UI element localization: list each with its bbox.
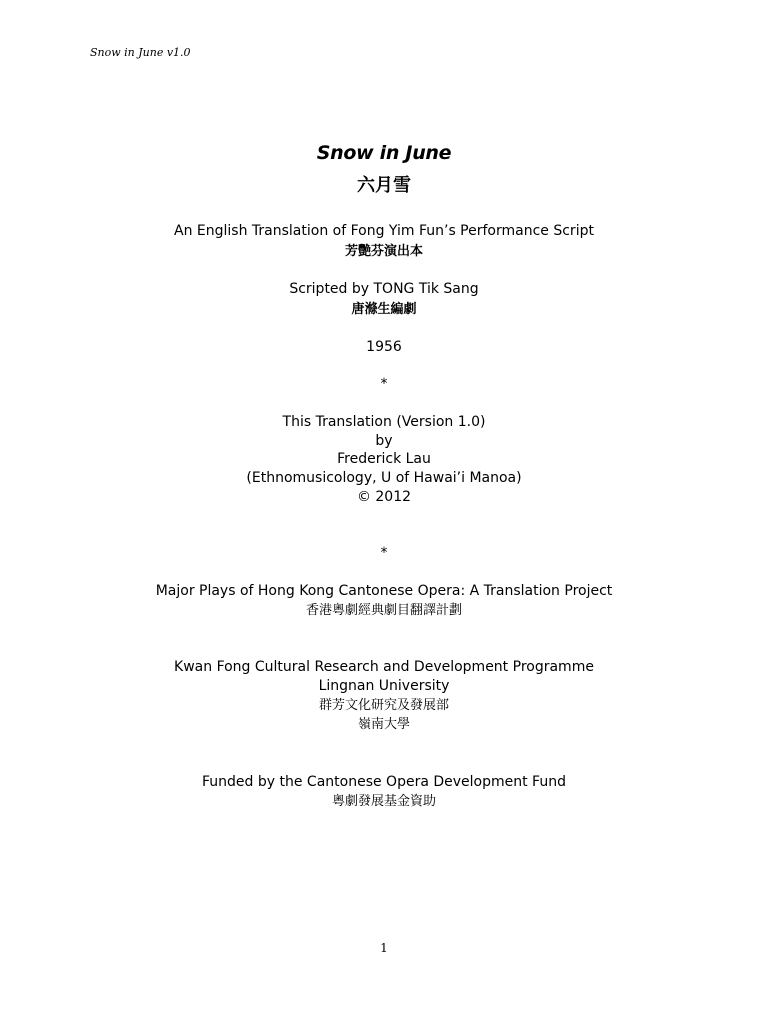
scripted-by: Scripted by TONG Tik Sang: [289, 281, 479, 297]
translation-by: by: [375, 433, 393, 449]
year: 1956: [366, 339, 402, 355]
funding-statement: Funded by the Cantonese Opera Development Fund: [202, 774, 566, 790]
translator-affiliation: (Ethnomusicology, U of Hawai’i Manoa): [246, 470, 522, 486]
project-title: Major Plays of Hong Kong Cantonese Opera: A Translation Project: [155, 583, 613, 599]
page-number: 1: [380, 941, 388, 955]
university-name: Lingnan University: [318, 678, 450, 694]
copyright: © 2012: [356, 489, 412, 505]
subtitle-chinese: 芳艷芬演出本: [344, 244, 423, 259]
programme-name-chinese: 群芳文化研究及發展部: [318, 698, 449, 713]
subtitle: An English Translation of Fong Yim Fun’s Performance Script: [174, 223, 594, 239]
programme-name: Kwan Fong Cultural Research and Development Programme: [174, 659, 594, 675]
translator-name: Frederick Lau: [337, 451, 431, 467]
translation-version: This Translation (Version 1.0): [282, 414, 486, 430]
scripted-by-chinese: 唐滌生編劇: [351, 302, 417, 317]
university-name-chinese: 嶺南大學: [357, 717, 410, 732]
separator-1: *: [380, 376, 388, 392]
separator-2: *: [380, 545, 388, 561]
document-title-chinese: 六月雪: [357, 175, 411, 196]
running-header: Snow in June v1.0: [90, 46, 191, 59]
funding-statement-chinese: 粵劇發展基金資助: [331, 794, 436, 809]
document-title: Snow in June: [316, 142, 452, 164]
project-title-chinese: 香港粵劇經典劇目翻譯計劃: [305, 603, 462, 618]
